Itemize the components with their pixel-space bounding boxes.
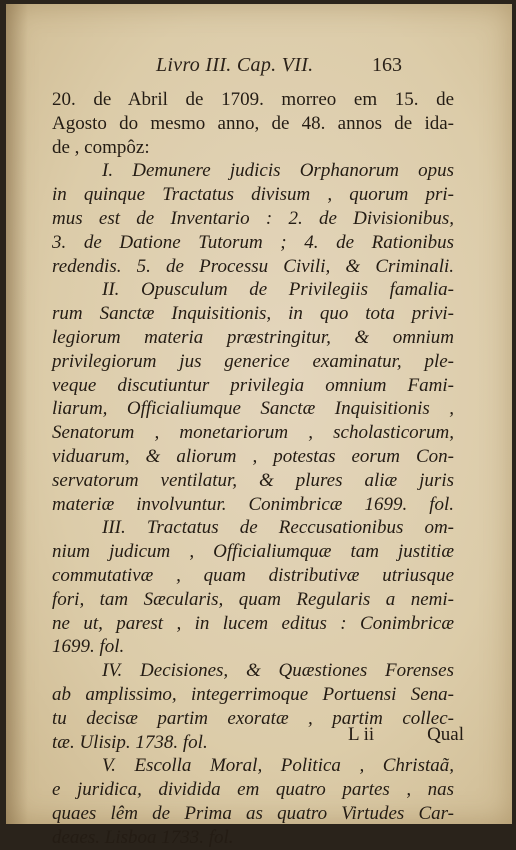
- text-line: materiæ involvuntur. Conimbricæ 1699. fol.: [52, 493, 454, 515]
- text-line: servatorum ventilatur, & plures aliæ juris: [52, 469, 454, 491]
- text-line: III. Tractatus de Reccusationibus om-: [102, 517, 454, 539]
- text-line: 3. de Datione Tutorum ; 4. de Rationibus: [52, 231, 454, 253]
- text-line: de , compôz:: [52, 136, 150, 158]
- text-line: in quinque Tractatus divisum , quorum pri-: [52, 184, 454, 206]
- text-line: viduarum, & aliorum , potestas eorum Con-: [52, 445, 454, 467]
- text-line: redendis. 5. de Processu Civili, & Criminali.: [52, 255, 454, 277]
- text-line: IV. Decisiones, & Quæstiones Forenses: [102, 660, 454, 682]
- book-page: [6, 4, 512, 848]
- catchword: Qual: [427, 724, 464, 745]
- text-line: ab amplissimo, integerrimoque Portuensi Sena-: [52, 683, 454, 705]
- text-line: 20. de Abril de 1709. morreo em 15. de: [52, 89, 454, 110]
- text-line: legiorum materia præstringitur, & omnium: [52, 326, 454, 348]
- text-line: 1699. fol.: [52, 636, 125, 658]
- running-head: Livro III. Cap. VII.: [156, 54, 314, 76]
- text-line: I. Demunere judicis Orphanorum opus: [102, 160, 454, 182]
- text-line: veque discutiuntur privilegia omnium Fami-: [52, 374, 454, 396]
- signature-mark: L ii: [348, 724, 375, 745]
- text-line: liarum, Officialiumque Sanctæ Inquisitionis ,: [52, 398, 454, 420]
- text-line: fori, tam Sæcularis, quam Regularis a nemi-: [52, 588, 454, 610]
- text-line: mus est de Inventario : 2. de Divisionibus,: [52, 207, 454, 229]
- text-line: quaes lêm de Prima as quatro Virtudes Car-: [52, 802, 454, 824]
- text-line: V. Escolla Moral, Politica , Christaã,: [102, 755, 454, 777]
- text-line: Agosto do mesmo anno, de 48. annos de ida-: [52, 112, 454, 134]
- page-header: [156, 54, 476, 84]
- text-line: ne ut, parest , in lucem editus : Conimbricæ: [52, 612, 454, 634]
- page-number: 163: [372, 54, 402, 76]
- text-line: rum Sanctæ Inquisitionis, in quo tota privi-: [52, 303, 454, 325]
- text-line: tu decisæ partim exoratæ , partim collec-: [52, 707, 454, 729]
- text-line: nium judicum , Officialiumquæ tam justitiæ: [52, 541, 454, 563]
- text-line: e juridica, dividida em quatro partes , nas: [52, 779, 454, 801]
- text-line: tæ. Ulisip. 1738. fol.: [52, 731, 208, 753]
- text-line: deaes. Lisboa 1733. fol.: [52, 826, 234, 848]
- text-line: privilegiorum jus generice examinatur, ple-: [52, 350, 454, 372]
- page-footer: [346, 724, 476, 750]
- text-line: commutativæ , quam distributivæ utriusque: [52, 564, 454, 586]
- text-line: II. Opusculum de Privilegiis famalia-: [102, 279, 454, 301]
- text-line: Senatorum , monetariorum , scholasticorum,: [52, 422, 454, 444]
